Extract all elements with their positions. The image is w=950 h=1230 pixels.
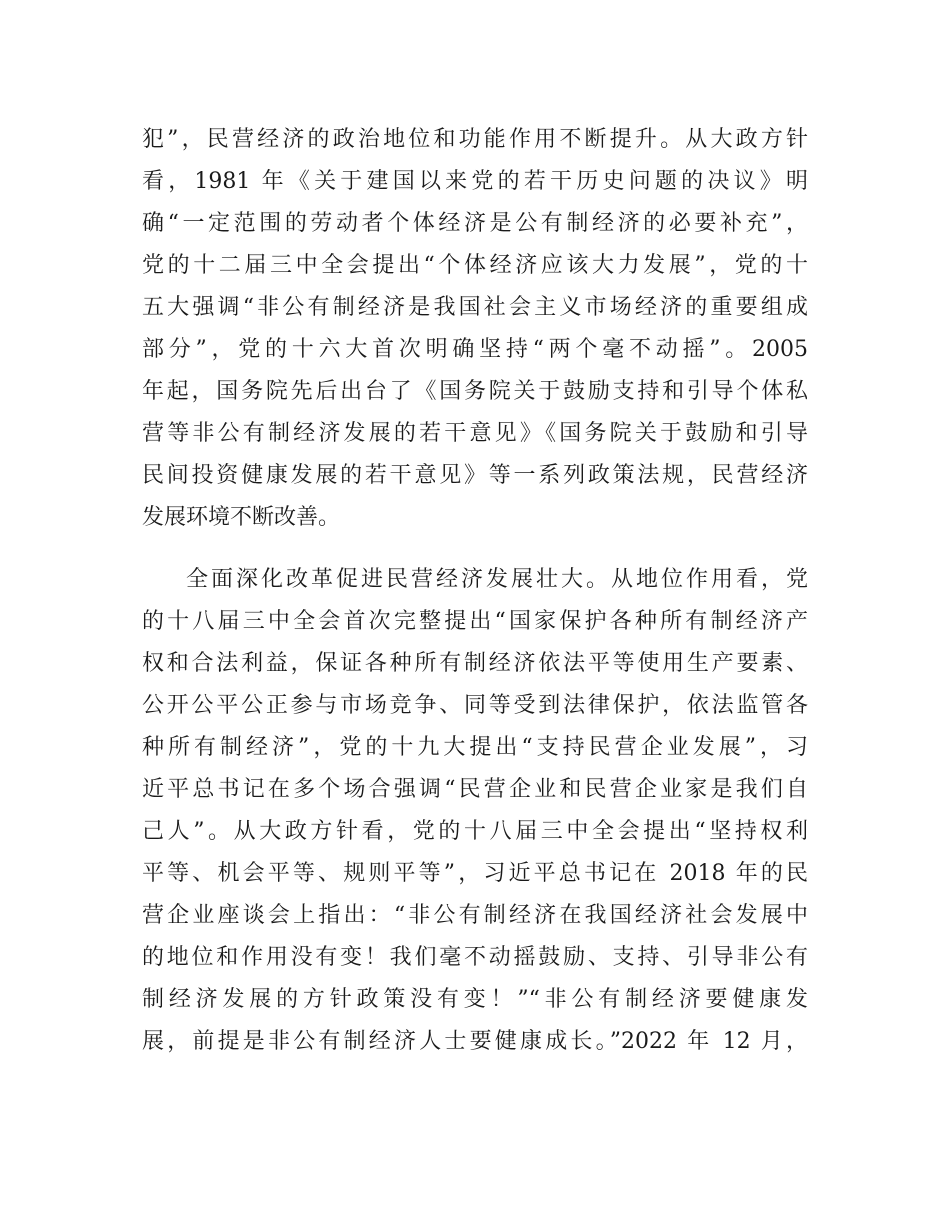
text-line: 确“一定范围的劳动者个体经济是公有制经济的必要补充”， bbox=[142, 211, 808, 236]
text-line: 权和合法利益，保证各种所有制经济依法平等使用生产要素、 bbox=[142, 651, 808, 676]
text-line: 发展环境不断改善。 bbox=[142, 505, 341, 530]
text-line: 看，1981 年《关于建国以来党的若干历史问题的决议》明 bbox=[142, 169, 808, 194]
text-line: 年起，国务院先后出台了《国务院关于鼓励支持和引导个体私 bbox=[142, 379, 808, 404]
text-line: 展，前提是非公有制经济人士要健康成长。”2022 年 12 月， bbox=[142, 1029, 808, 1054]
text-line: 的十八届三中全会首次完整提出“国家保护各种所有制经济产 bbox=[142, 609, 808, 634]
text-line: 制经济发展的方针政策没有变！”“非公有制经济要健康发 bbox=[142, 987, 808, 1012]
text-line: 公开公平公正参与市场竞争、同等受到法律保护，依法监管各 bbox=[142, 693, 808, 718]
text-line: 党的十二届三中全会提出“个体经济应该大力发展”，党的十 bbox=[142, 253, 808, 278]
text-line: 平等、机会平等、规则平等”，习近平总书记在 2018 年的民 bbox=[142, 861, 808, 886]
text-line: 五大强调“非公有制经济是我国社会主义市场经济的重要组成 bbox=[142, 295, 808, 320]
text-line: 己人”。从大政方针看，党的十八届三中全会提出“坚持权利 bbox=[142, 819, 808, 844]
text-line: 的地位和作用没有变！我们毫不动摇鼓励、支持、引导非公有 bbox=[142, 945, 808, 970]
text-line: 民间投资健康发展的若干意见》等一系列政策法规，民营经济 bbox=[142, 463, 808, 488]
text-line: 营等非公有制经济发展的若干意见》《国务院关于鼓励和引导 bbox=[142, 421, 808, 446]
text-line: 犯”，民营经济的政治地位和功能作用不断提升。从大政方针 bbox=[142, 127, 808, 152]
text-line: 全面深化改革促进民营经济发展壮大。从地位作用看，党 bbox=[186, 567, 808, 592]
text-line: 部分”，党的十六大首次明确坚持“两个毫不动摇”。2005 bbox=[142, 337, 808, 362]
text-line: 近平总书记在多个场合强调“民营企业和民营企业家是我们自 bbox=[142, 777, 808, 802]
text-line: 营企业座谈会上指出：“非公有制经济在我国经济社会发展中 bbox=[142, 903, 808, 928]
text-line: 种所有制经济”，党的十九大提出“支持民营企业发展”，习 bbox=[142, 735, 808, 760]
